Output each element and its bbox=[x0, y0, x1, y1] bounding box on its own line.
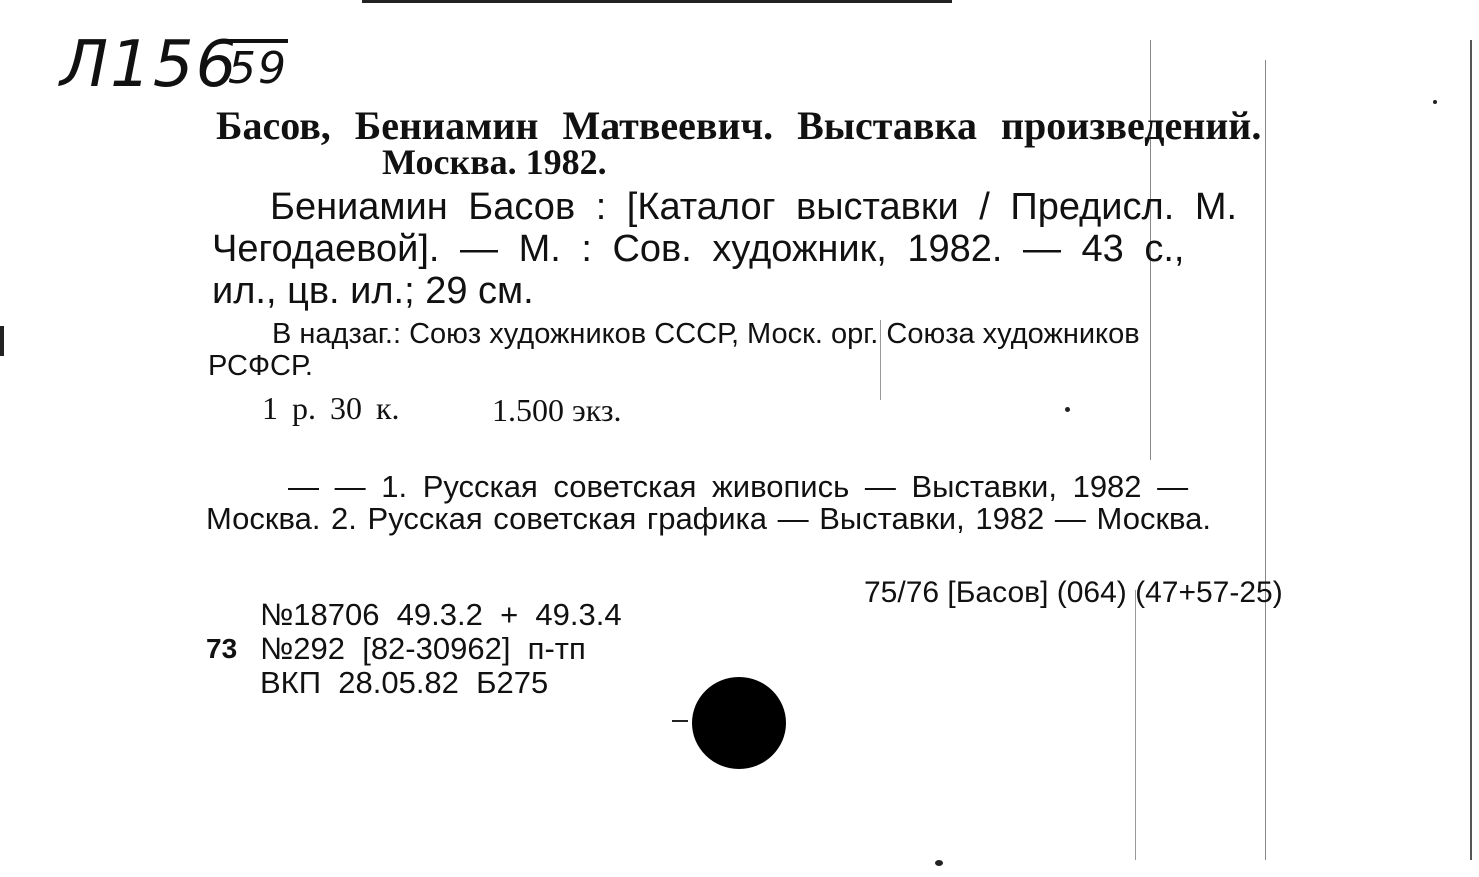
subjects-line2: Москва. 2. Русская советская графика — Выставки, 1982 — Москва. bbox=[206, 501, 1211, 536]
price: 1 р. 30 к. bbox=[262, 390, 400, 426]
speck-dot bbox=[1065, 407, 1070, 412]
subjects-line1: — — 1. Русская советская живопись — Выставки, 1982 — bbox=[288, 469, 1189, 504]
registry-line2: №292 [82-30962] п-тп bbox=[260, 631, 586, 666]
left-edge-mark bbox=[0, 326, 4, 356]
note-line2: РСФСР. bbox=[208, 350, 313, 382]
top-border-line bbox=[362, 0, 952, 3]
right-edge-line bbox=[1470, 40, 1472, 860]
handwritten-call-number: Л156 bbox=[60, 28, 239, 102]
entry-heading-line2: Москва. 1982. bbox=[382, 142, 607, 182]
description-line2: Чегодаевой]. — М. : Сов. художник, 1982. — 43 с., bbox=[212, 228, 1185, 270]
classification-code: 75/76 [Басов] (064) (47+57-25) bbox=[864, 576, 1283, 609]
copies: 1.500 экз. bbox=[492, 392, 622, 428]
guide-line-2 bbox=[1265, 60, 1266, 860]
hole-tick bbox=[672, 720, 688, 722]
description-line1: Бениамин Басов : [Каталог выставки / Предисл. М. bbox=[270, 186, 1238, 228]
handwritten-number: 59 bbox=[228, 43, 288, 94]
guide-line-4 bbox=[1135, 590, 1136, 860]
card-punch-hole bbox=[692, 677, 786, 769]
note-line1: В надзаг.: Союз художников СССР, Моск. орг. Союза художников bbox=[272, 318, 1140, 350]
registry-line3: ВКП 28.05.82 Б275 bbox=[260, 665, 549, 700]
speck-dot bbox=[1433, 100, 1437, 104]
registry-line1: №18706 49.3.2 + 49.3.4 bbox=[260, 597, 622, 632]
entry-heading-line1: Басов, Бениамин Матвеевич. Выставка произведений. bbox=[216, 103, 1262, 148]
speck-dot bbox=[935, 860, 943, 866]
description-line3: ил., цв. ил.; 29 см. bbox=[212, 270, 534, 312]
registry-line2-prefix: 73 bbox=[206, 633, 238, 664]
